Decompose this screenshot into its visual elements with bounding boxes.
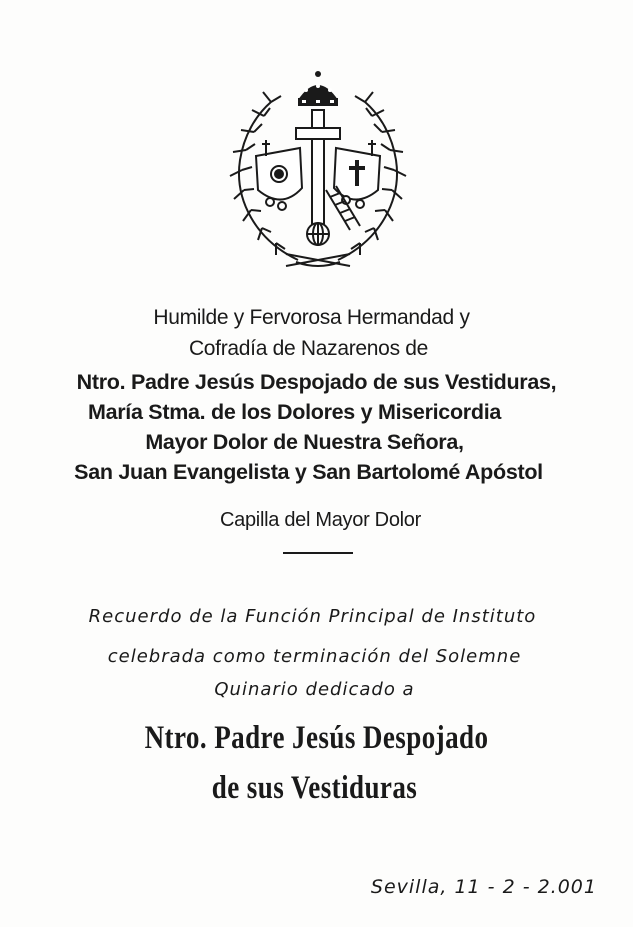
- titular-line-4: San Juan Evangelista y San Bartolomé Apóstol: [74, 460, 543, 484]
- chapel-name: Capilla del Mayor Dolor: [220, 509, 421, 531]
- brotherhood-name-line-1: Humilde y Fervorosa Hermandad y: [153, 306, 470, 329]
- titular-line-1: Ntro. Padre Jesús Despojado de sus Vestiduras,: [76, 370, 557, 394]
- brotherhood-name-line-2: Cofradía de Nazarenos de: [188, 337, 429, 360]
- titular-line-2: María Stma. de los Dolores y Misericordia: [87, 400, 502, 424]
- brotherhood-crest-icon: [226, 70, 410, 270]
- titular-line-3: Mayor Dolor de Nuestra Señora,: [145, 430, 464, 454]
- recuerdo-line-3: Quinario dedicado a: [214, 679, 415, 700]
- dedicatee-line-1: Ntro. Padre Jesús Despojado: [144, 720, 489, 756]
- recuerdo-line-1: Recuerdo de la Función Principal de Instituto: [88, 606, 537, 627]
- section-divider: [283, 552, 353, 554]
- dedicatee-line-2: de sus Vestiduras: [211, 770, 418, 806]
- place-date: Sevilla, 11 - 2 - 2.001: [370, 876, 597, 898]
- recuerdo-line-2: celebrada como terminación del Solemne: [107, 646, 522, 667]
